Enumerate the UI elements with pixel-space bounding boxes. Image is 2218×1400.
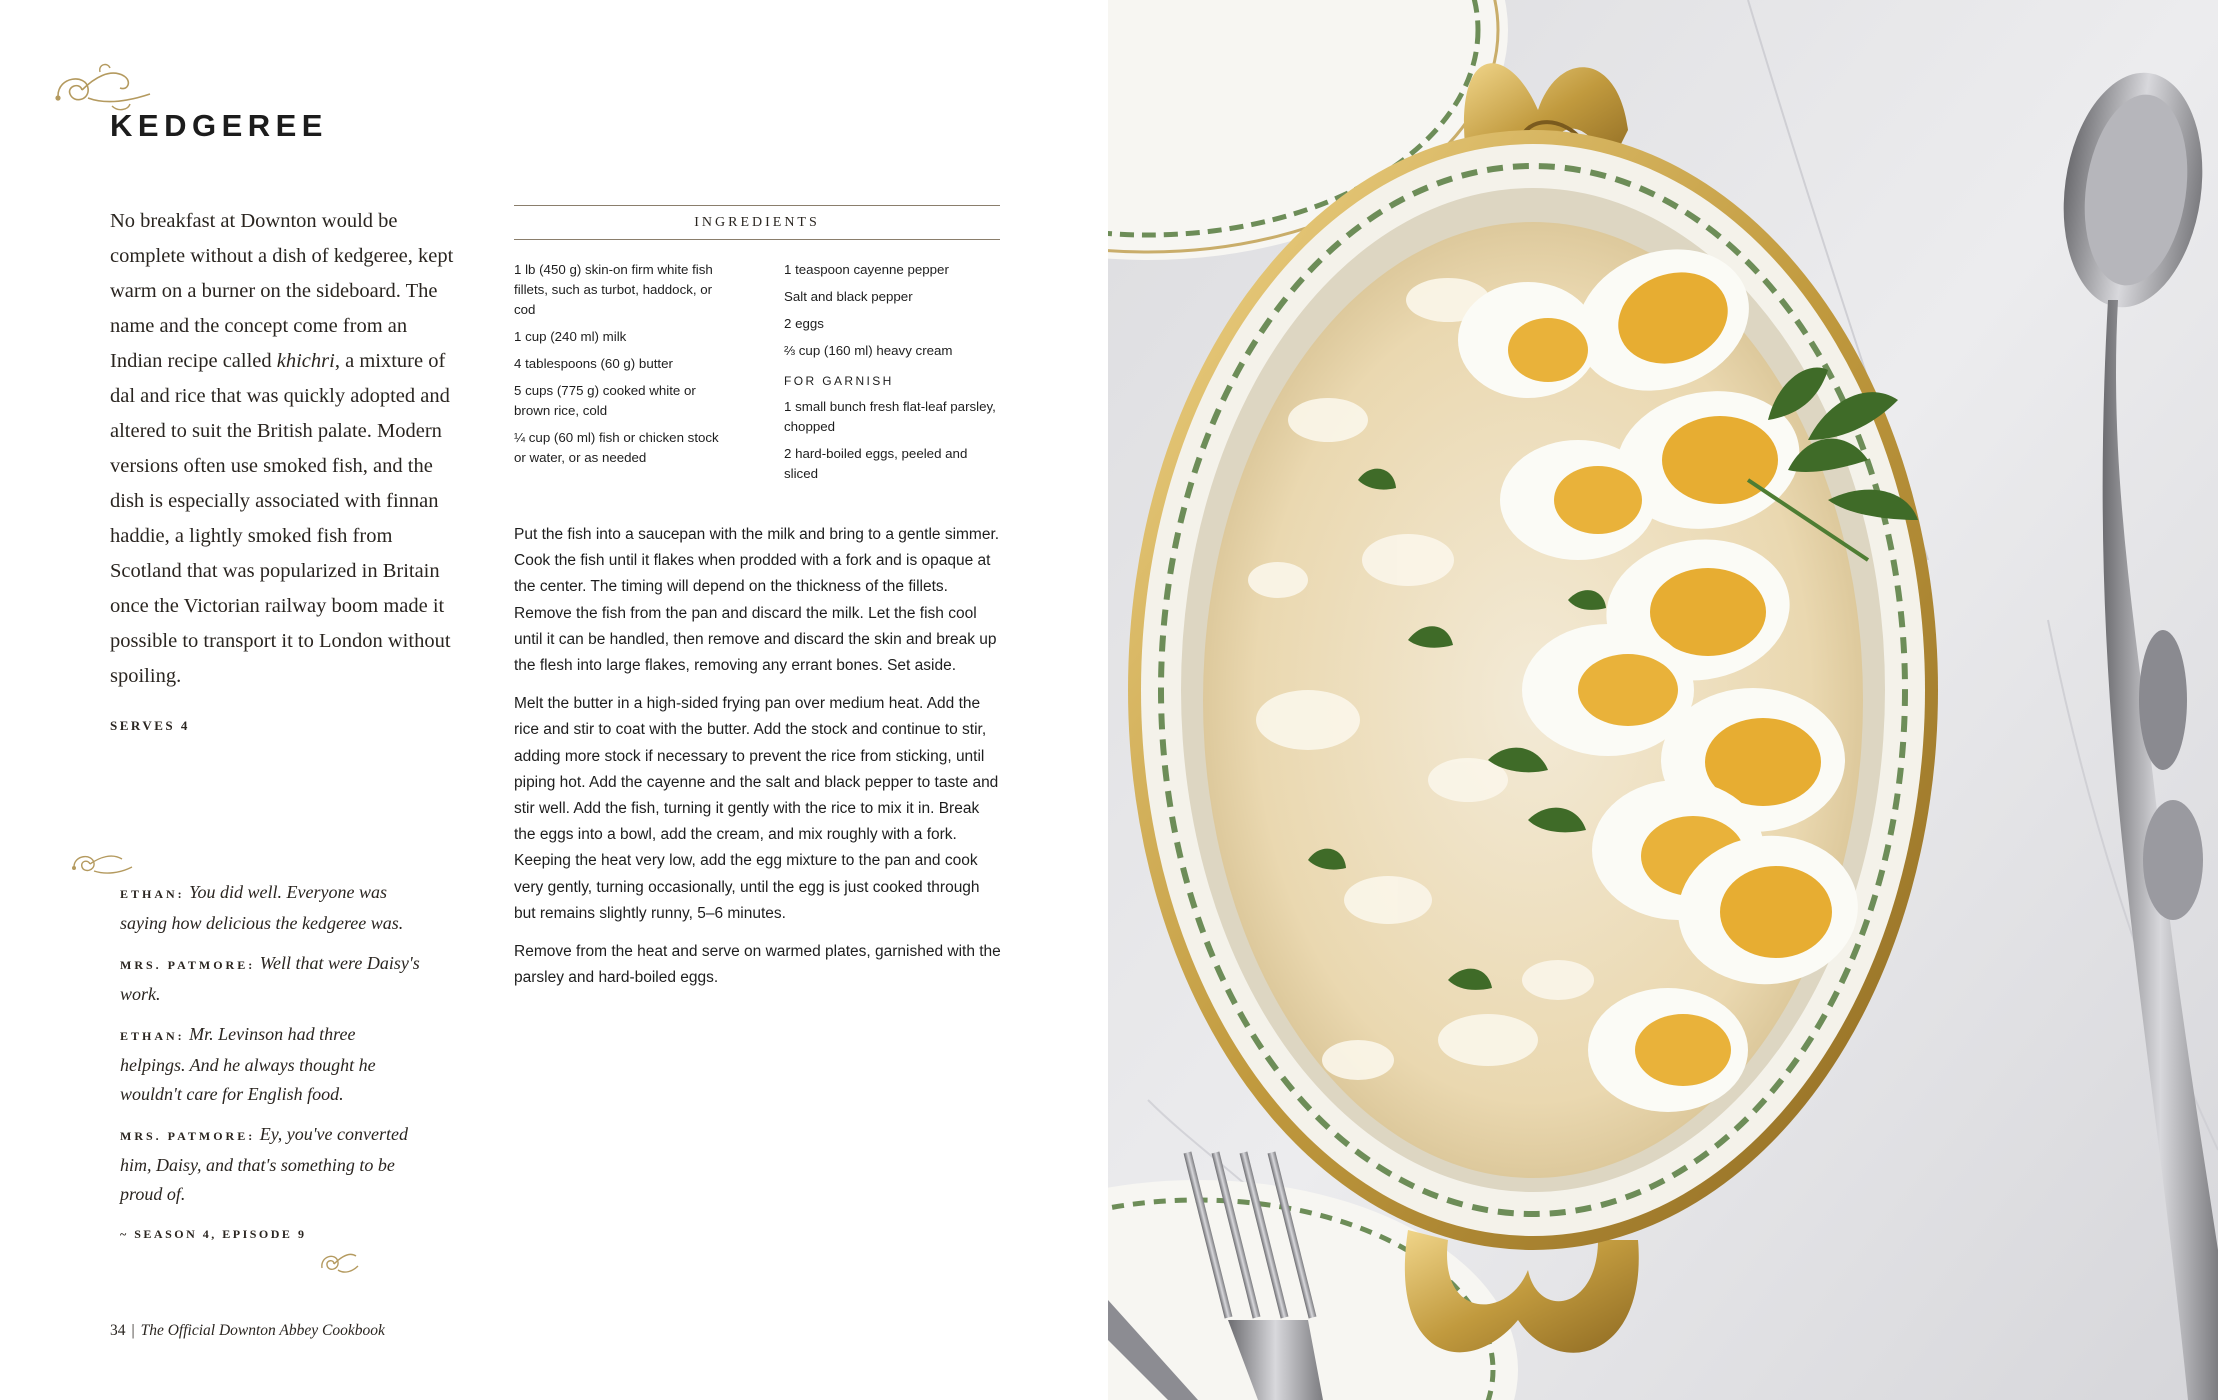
ingredient-item: 4 tablespoons (60 g) butter [514,356,673,371]
method-paragraph: Put the fish into a saucepan with the milk and bring to a gentle simmer. Cook the fish until it flakes when prodded with a fork and is opaque at the center. The timing will depend on the thickness of the fillets. Remove the fish from the pan and discard the milk. Let the fish cool until it can be handled, then remove and discard the skin and break up the flesh into large flakes, removing any errant bones. Set aside. [514,526,1000,675]
quote-line [120,1020,420,1109]
quote-speaker: ETHAN: [120,887,185,901]
quote-source: ~ SEASON 4, EPISODE 9 [120,1227,307,1241]
ingredient-item: ⅔ cup (160 ml) heavy cream [784,343,953,358]
ingredients-column-2 [784,260,1004,491]
quote-line [120,1120,420,1209]
left-page [0,0,1108,1400]
ingredient-item: 1 lb (450 g) skin-on firm white fish fillets, such as turbot, haddock, or cod [514,262,713,317]
ingredients-bottom-rule [514,239,1000,240]
garnish-item: 1 small bunch fresh flat-leaf parsley, chopped [784,399,996,434]
ingredients-heading: INGREDIENTS [694,215,820,230]
kedgeree-dish-photo [1108,0,2218,1400]
page-number: 34 [110,1322,126,1339]
page-footer [110,1322,385,1340]
right-page [1108,0,2218,1400]
quote-text: You did well. Everyone was saying how delicious the kedgeree was. [120,882,404,933]
flourish-ornament-icon [70,845,136,879]
quote-speaker: MRS. PATMORE: [120,958,256,972]
ingredients-section [514,205,1000,510]
method-section [514,522,1004,1003]
flourish-ornament-icon [318,1244,360,1278]
quote-text: Well that were Daisy's work. [120,953,420,1004]
book-title: The Official Downton Abbey Cookbook [140,1322,385,1339]
quote-line [120,878,420,938]
ingredient-item: 2 eggs [784,316,824,331]
recipe-title: KEDGEREE [110,108,328,143]
quote-line [120,949,420,1009]
ingredient-item: 5 cups (775 g) cooked white or brown rice, cold [514,383,696,418]
quote-text: Ey, you've converted him, Daisy, and that's something to be proud of. [120,1124,408,1204]
ingredients-column-1 [514,260,734,475]
ingredient-item: Salt and black pepper [784,289,913,304]
intro-italic-word: khichri [276,350,335,372]
quote-text: Mr. Levinson had three helpings. And he always thought he wouldn't care for English food. [120,1024,376,1104]
ingredient-item: 1 cup (240 ml) milk [514,329,627,344]
ingredients-columns [514,260,1000,510]
ingredient-item: 1 teaspoon cayenne pepper [784,262,949,277]
footer-separator: | [131,1322,135,1339]
quote-speaker: ETHAN: [120,1029,185,1043]
quote-speaker: MRS. PATMORE: [120,1129,256,1143]
intro-text-2: , a mixture of dal and rice that was quickly adopted and altered to suit the British palate. Modern versions often use smoked fish, and the dish is especially associated with finnan haddie, a lightly smoked fish from Scotland that was popularized in Britain once the Victorian railway boom made it possible to transport it to London without spoiling. [110,350,451,687]
method-paragraph: Remove from the heat and serve on warmed plates, garnished with the parsley and hard-boiled eggs. [514,943,1001,987]
intro-paragraph [110,204,455,694]
garnish-item: 2 hard-boiled eggs, peeled and sliced [784,446,968,481]
method-paragraph: Melt the butter in a high-sided frying pan over medium heat. Add the rice and stir to coat with the butter. Add the stock and continue to stir, adding more stock if necessary to prevent the rice from sticking, until piping hot. Add the cayenne and the salt and black pepper to taste and stir well. Add the fish, turning it gently with the rice to mix it in. Break the eggs into a bowl, add the cream, and mix roughly with a fork. Keeping the heat very low, add the egg mixture to the pan and cook very gently, turning occasionally, until the egg is just cooked through but remains slightly runny, 5–6 minutes. [514,695,999,922]
intro-text-1: No breakfast at Downton would be complete without a dish of kedgeree, kept warm on a burner on the sideboard. The name and the concept come from an Indian recipe called [110,210,454,372]
ingredient-item: ¼ cup (60 ml) fish or chicken stock or water, or as needed [514,430,719,465]
serves-label: SERVES 4 [110,718,190,733]
dialogue-quote [120,878,420,1249]
garnish-heading: FOR GARNISH [784,374,894,388]
